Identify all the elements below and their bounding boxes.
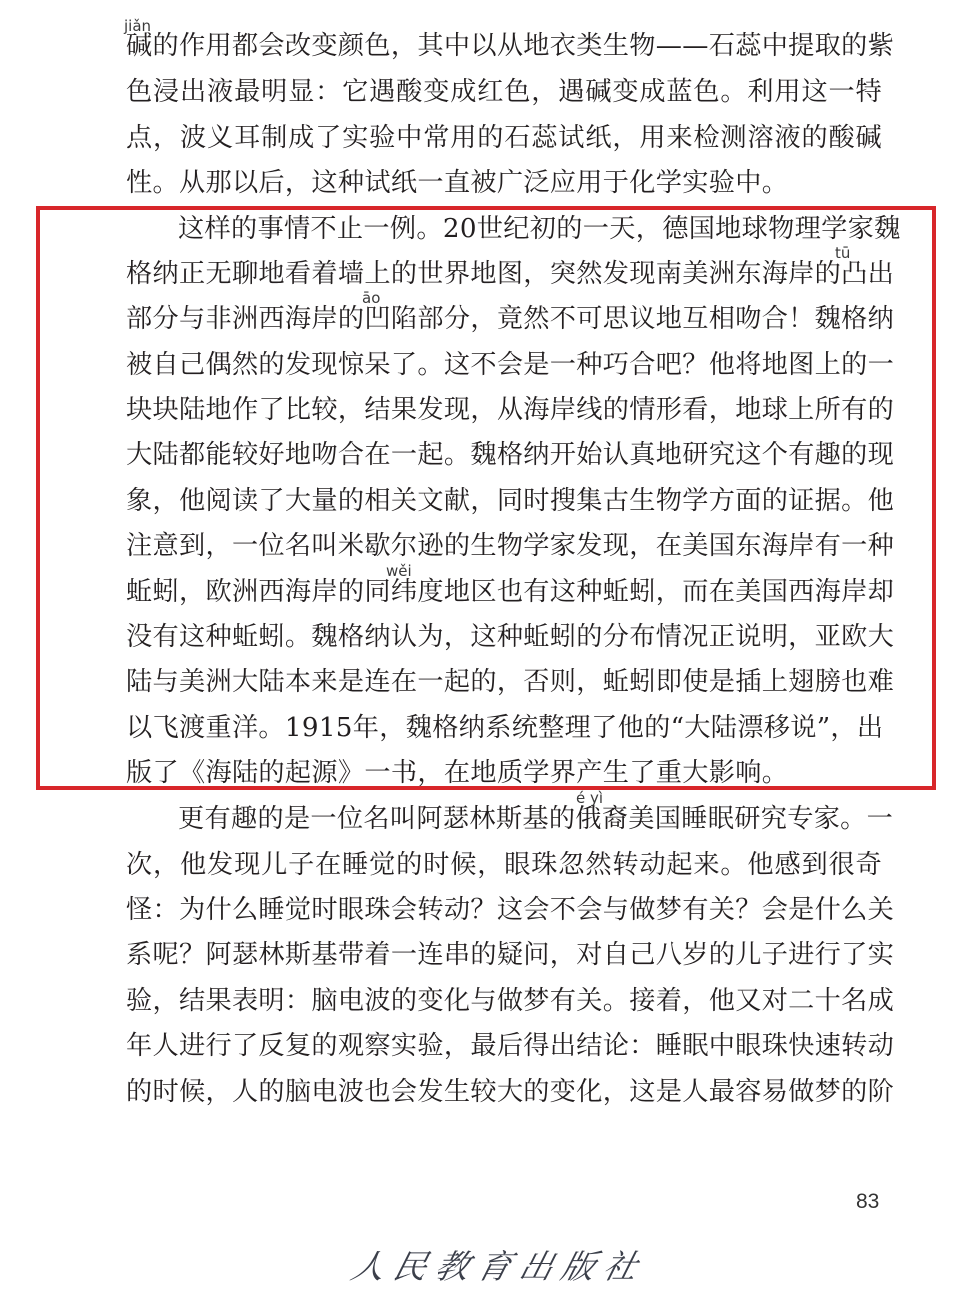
text-line: 大陆都能较好地吻合在一起。魏格纳开始认真地研究这个有趣的现	[126, 440, 895, 470]
text-line: 这样的事情不止一例。20世纪初的一天，德国地球物理学家魏	[178, 214, 901, 244]
page-number: 83	[856, 1190, 880, 1213]
text-line: 蚯蚓，欧洲西海岸的同纬度地区也有这种蚯蚓，而在美国西海岸却	[126, 577, 895, 607]
text-line: 年人进行了反复的观察实验，最后得出结论：睡眠中眼珠快速转动	[126, 1031, 895, 1061]
text-line: 没有这种蚯蚓。魏格纳认为，这种蚯蚓的分布情况正说明，亚欧大	[126, 622, 895, 652]
text-line: 性。从那以后，这种试纸一直被广泛应用于化学实验中。	[126, 168, 789, 198]
text-line: 点，波义耳制成了实验中常用的石蕊试纸，用来检测溶液的酸碱	[126, 123, 882, 153]
text-line: 次，他发现儿子在睡觉的时候，眼珠忽然转动起来。他感到很奇	[126, 850, 882, 880]
text-line: 格纳正无聊地看着墙上的世界地图，突然发现南美洲东海岸的凸出	[126, 259, 895, 289]
pinyin-annotation-wei: wěi	[386, 562, 412, 580]
pinyin-annotation-e-yi: é yì	[576, 789, 604, 807]
text-line: 部分与非洲西海岸的凹陷部分，竟然不可思议地互相吻合！魏格纳	[126, 304, 895, 334]
pinyin-annotation-jian: jiǎn	[124, 17, 152, 35]
text-line: 版了《海陆的起源》一书，在地质学界产生了重大影响。	[126, 758, 789, 788]
text-line: 以飞渡重洋。1915年，魏格纳系统整理了他的“大陆漂移说”，出	[126, 713, 884, 743]
text-line: 被自己偶然的发现惊呆了。这不会是一种巧合吧？他将地图上的一	[126, 350, 895, 380]
text-line: 块块陆地作了比较，结果发现，从海岸线的情形看，地球上所有的	[126, 395, 895, 425]
text-line: 陆与美洲大陆本来是连在一起的，否则，蚯蚓即使是插上翅膀也难	[126, 667, 895, 697]
text-line: 更有趣的是一位名叫阿瑟林斯基的俄裔美国睡眠研究专家。一	[178, 804, 894, 834]
pinyin-annotation-ao: āo	[362, 289, 381, 307]
text-line: 系呢？阿瑟林斯基带着一连串的疑问，对自己八岁的儿子进行了实	[126, 940, 895, 970]
text-line: 色浸出液最明显：它遇酸变成红色，遇碱变成蓝色。利用这一特	[126, 77, 882, 107]
text-line: 象，他阅读了大量的相关文献，同时搜集古生物学方面的证据。他	[126, 486, 895, 516]
text-line: 碱的作用都会改变颜色，其中以从地衣类生物——石蕊中提取的紫	[126, 31, 895, 61]
text-line: 注意到，一位名叫米歇尔逊的生物学家发现，在美国东海岸有一种	[126, 531, 895, 561]
text-line: 验，结果表明：脑电波的变化与做梦有关。接着，他又对二十名成	[126, 986, 895, 1016]
highlight-box	[36, 206, 936, 790]
publisher-logo: 人民教育出版社	[347, 1247, 651, 1286]
text-line: 怪：为什么睡觉时眼珠会转动？这会不会与做梦有关？会是什么关	[126, 895, 895, 925]
text-line: 的时候，人的脑电波也会发生较大的变化，这是人最容易做梦的阶	[126, 1077, 895, 1107]
pinyin-annotation-tu: tū	[835, 244, 851, 262]
